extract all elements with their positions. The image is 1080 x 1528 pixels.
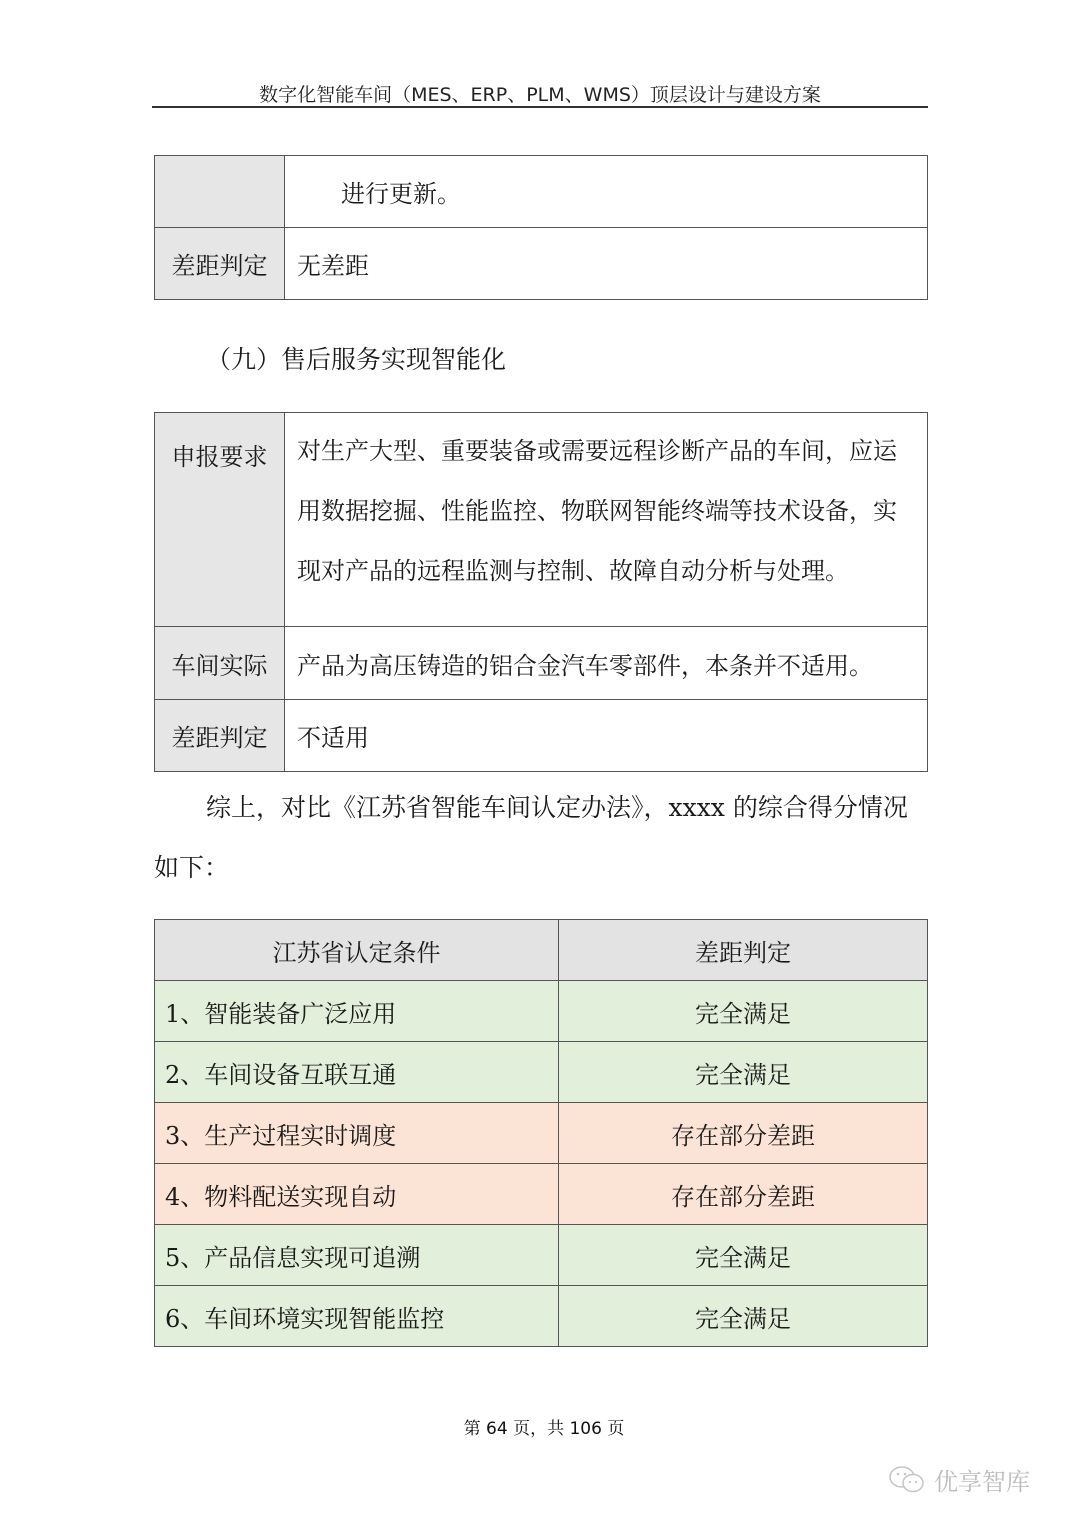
table-row [155,627,928,700]
row-value: 产品为高压铸造的铝合金汽车零部件，本条并不适用。 [285,627,928,700]
table-row [155,700,928,772]
condition-cell: 5、产品信息实现可追溯 [155,1225,559,1286]
section-heading: （九）售后服务实现智能化 [206,345,507,374]
row-value: 无差距 [285,228,928,300]
table-row [155,1225,928,1286]
table-row [155,1103,928,1164]
row-label: 差距判定 [155,700,285,772]
summary-table [154,919,928,1347]
table-row [155,228,928,300]
table-header-row [155,920,928,981]
table-row [155,156,928,228]
row-label: 差距判定 [155,228,285,300]
result-cell: 完全满足 [559,1225,928,1286]
column-header-condition: 江苏省认定条件 [155,920,559,981]
row-label: 申报要求 [155,413,285,627]
condition-cell: 3、生产过程实时调度 [155,1103,559,1164]
result-cell: 完全满足 [559,1042,928,1103]
continued-table [154,155,928,300]
result-cell: 完全满足 [559,1286,928,1347]
section9-table [154,412,928,772]
table-row [155,413,928,627]
header-divider [152,106,928,108]
column-header-result: 差距判定 [559,920,928,981]
result-cell: 存在部分差距 [559,1164,928,1225]
result-cell: 完全满足 [559,981,928,1042]
page-number: 第 64 页，共 106 页 [463,1419,625,1439]
table-row [155,981,928,1042]
result-cell: 存在部分差距 [559,1103,928,1164]
condition-cell: 6、车间环境实现智能监控 [155,1286,559,1347]
table-row [155,1042,928,1103]
table-row [155,1286,928,1347]
watermark-text: 优享智库 [934,1468,1030,1496]
row-label [155,156,285,228]
row-value: 对生产大型、重要装备或需要远程诊断产品的车间，应运用数据挖掘、性能监控、物联网智能终端等技术设备，实现对产品的远程监测与控制、故障自动分析与处理。 [285,413,928,627]
condition-cell: 1、智能装备广泛应用 [155,981,559,1042]
table-row [155,1164,928,1225]
wechat-icon [888,1465,928,1495]
document-header-title: 数字化智能车间（MES、ERP、PLM、WMS）顶层设计与建设方案 [259,84,821,106]
row-label: 车间实际 [155,627,285,700]
condition-cell: 4、物料配送实现自动 [155,1164,559,1225]
condition-cell: 2、车间设备互联互通 [155,1042,559,1103]
summary-paragraph: 综上，对比《江苏省智能车间认定办法》，xxxx 的综合得分情况如下： [154,793,908,882]
row-value: 进行更新。 [285,156,928,228]
row-value: 不适用 [285,700,928,772]
watermark [888,1462,1030,1497]
